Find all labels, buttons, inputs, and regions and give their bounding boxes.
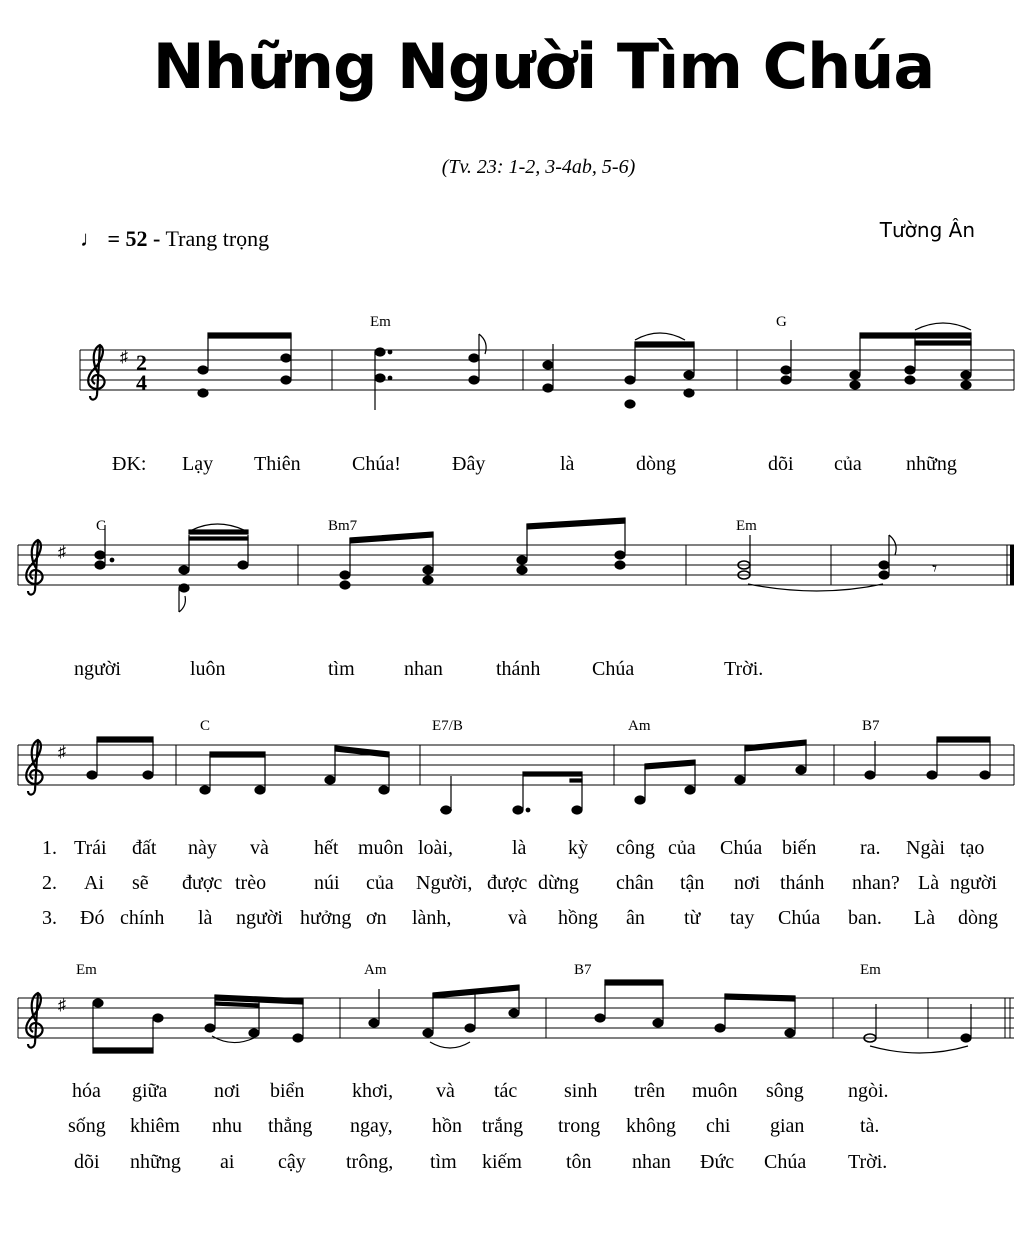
lyric-syllable: núi — [314, 872, 340, 894]
lyric-syllable: là — [512, 837, 527, 859]
lyric-syllable: là — [198, 907, 213, 929]
verse-2-line — [42, 872, 997, 894]
treble-clef-icon — [26, 540, 42, 595]
lyric-syllable: trắng — [482, 1115, 524, 1137]
lyric-syllable: Đây — [452, 453, 486, 475]
lyric-syllable: tìm — [328, 658, 355, 680]
lyric-syllable: khơi, — [352, 1080, 394, 1102]
chord-label: Am — [364, 962, 387, 978]
lyric-syllable: và — [508, 907, 527, 929]
lyric-syllable: là — [560, 453, 575, 475]
lyric-syllable: nơi — [734, 872, 761, 894]
lyric-syllable: Là — [918, 872, 940, 894]
lyric-syllable: 2. — [42, 872, 57, 894]
lyric-syllable: những — [906, 453, 957, 475]
lyric-syllable: tay — [730, 907, 755, 929]
lyric-syllable: trông, — [346, 1151, 394, 1173]
lyric-syllable: ra. — [860, 837, 881, 859]
lyric-syllable: đất — [132, 837, 157, 859]
lyric-syllable: tác — [494, 1080, 518, 1102]
lyric-syllable: sẽ — [132, 872, 149, 894]
sharp-icon: ♯ — [120, 349, 128, 366]
psalm-reference: (Tv. 23: 1-2, 3-4ab, 5-6) — [441, 156, 636, 178]
lyric-syllable: dừng — [538, 872, 579, 894]
treble-clef-icon — [26, 993, 42, 1048]
lyrics-system-3 — [42, 837, 998, 929]
sharp-icon: ♯ — [58, 744, 66, 761]
chord-label: Em — [736, 518, 757, 534]
lyric-syllable: kỳ — [568, 837, 588, 859]
lyric-syllable: dõi — [768, 453, 794, 475]
lyric-syllable: được — [487, 872, 528, 894]
lyric-syllable: tạo — [960, 837, 985, 859]
lyric-syllable: sinh — [564, 1080, 598, 1102]
lyric-syllable: này — [188, 837, 217, 859]
lyric-syllable: ngòi. — [848, 1080, 889, 1102]
verse-2-line — [68, 1115, 879, 1137]
lyric-syllable: hết — [314, 837, 339, 859]
lyric-syllable: Thiên — [254, 453, 301, 475]
lyric-syllable: kiếm — [482, 1151, 522, 1173]
chord-label: C — [200, 718, 211, 734]
lyric-syllable: thánh — [780, 872, 825, 894]
staff-system-1 — [80, 314, 1014, 475]
lyric-syllable: ơn — [366, 907, 387, 929]
lyric-syllable: cậy — [278, 1151, 306, 1173]
lyric-syllable: dõi — [74, 1151, 100, 1173]
lyric-syllable: người — [236, 907, 283, 929]
verse-3-line — [42, 907, 998, 929]
staff-system-4 — [18, 962, 1014, 1173]
lyric-syllable: hưởng — [300, 907, 352, 929]
chord-label: B7 — [574, 962, 592, 978]
lyric-syllable: Chúa! — [352, 453, 401, 475]
chord-label: Em — [370, 314, 391, 330]
treble-clef-icon — [26, 740, 42, 795]
lyric-syllable: Chúa — [778, 907, 821, 929]
lyric-syllable: nhu — [212, 1115, 242, 1137]
chord-label: Em — [860, 962, 881, 978]
lyric-syllable: ĐK: — [112, 453, 147, 475]
lyric-syllable: tà. — [860, 1115, 880, 1137]
tempo-value: = 52 - — [107, 226, 161, 251]
lyric-syllable: hóa — [72, 1080, 101, 1102]
lyric-syllable: Trái — [74, 837, 107, 859]
lyric-syllable: muôn — [692, 1080, 738, 1102]
chord-label: Am — [628, 718, 651, 734]
lyric-syllable: trèo — [235, 872, 267, 894]
staff-system-3 — [18, 718, 1014, 929]
lyric-syllable: hồng — [558, 907, 598, 929]
verse-1-line — [42, 837, 984, 859]
sharp-icon: ♯ — [58, 997, 66, 1014]
lyric-syllable: Chúa — [720, 837, 763, 859]
chord-label: Em — [76, 962, 97, 978]
lyric-syllable: người — [74, 658, 121, 680]
lyric-syllable: không — [626, 1115, 676, 1137]
lyric-syllable: Đó — [80, 907, 105, 929]
lyric-syllable: thánh — [496, 658, 541, 680]
lyric-syllable: chính — [120, 907, 165, 929]
lyric-syllable: 3. — [42, 907, 57, 929]
lyric-syllable: luôn — [190, 658, 226, 680]
lyric-syllable: từ — [684, 907, 701, 929]
lyric-syllable: lành, — [412, 907, 452, 929]
chord-label: Bm7 — [328, 518, 358, 534]
tempo-text: Trang trọng — [165, 226, 270, 251]
lyric-syllable: nhan? — [852, 872, 900, 894]
lyric-syllable: loài, — [418, 837, 453, 859]
lyric-syllable: của — [668, 837, 696, 859]
time-sig-bottom: 4 — [136, 370, 147, 395]
lyric-syllable: công — [616, 837, 655, 859]
lyric-syllable: người — [950, 872, 997, 894]
treble-clef-icon — [88, 345, 104, 400]
lyric-syllable: Chúa — [592, 658, 635, 680]
lyric-syllable: chi — [706, 1115, 731, 1137]
lyric-syllable: Người, — [416, 872, 473, 894]
lyric-syllable: những — [130, 1151, 181, 1173]
sharp-icon: ♯ — [58, 544, 66, 561]
lyric-syllable: muôn — [358, 837, 404, 859]
notes-system-4 — [93, 980, 971, 1053]
lyric-syllable: Là — [914, 907, 936, 929]
lyric-syllable: trên — [634, 1080, 666, 1102]
lyric-syllable: sống — [68, 1115, 106, 1137]
chord-label: G — [776, 314, 787, 330]
lyric-syllable: nơi — [214, 1080, 241, 1102]
lyric-syllable: của — [366, 872, 394, 894]
lyric-syllable: Đức — [700, 1151, 735, 1173]
lyric-syllable: Ai — [84, 872, 104, 894]
lyric-syllable: Chúa — [764, 1151, 807, 1173]
lyric-syllable: chân — [616, 872, 654, 894]
lyric-syllable: ai — [220, 1151, 235, 1173]
lyric-syllable: hồn — [432, 1115, 462, 1137]
verse-3-line — [74, 1151, 887, 1173]
lyric-syllable: biển — [270, 1080, 305, 1102]
time-sig-top: 2 — [136, 350, 147, 375]
chord-label: C — [96, 518, 107, 534]
lyric-syllable: ban. — [848, 907, 882, 929]
lyric-syllable: và — [436, 1080, 455, 1102]
lyrics-system-2 — [74, 658, 763, 680]
chord-label: B7 — [862, 718, 880, 734]
lyric-syllable: Trời. — [724, 658, 764, 680]
lyric-syllable: nhan — [404, 658, 443, 680]
lyric-syllable: ngay, — [350, 1115, 393, 1137]
lyric-syllable: dòng — [636, 453, 676, 475]
lyric-syllable: giữa — [132, 1080, 168, 1102]
lyric-syllable: biến — [782, 837, 817, 859]
chord-label: E7/B — [432, 718, 463, 734]
lyric-syllable: sông — [766, 1080, 804, 1102]
lyric-syllable: Lạy — [182, 453, 214, 475]
composer-name: Tường Ân — [879, 218, 975, 242]
lyric-syllable: được — [182, 872, 223, 894]
lyrics-system-4 — [68, 1080, 889, 1173]
quarter-note-icon: ♩ — [80, 226, 102, 251]
staff-system-2 — [18, 518, 1014, 680]
lyric-syllable: ân — [626, 907, 645, 929]
lyric-syllable: thẳng — [268, 1115, 313, 1137]
lyric-syllable: Trời. — [848, 1151, 888, 1173]
lyric-syllable: 1. — [42, 837, 57, 859]
lyric-syllable: dòng — [958, 907, 998, 929]
lyric-syllable: tìm — [430, 1151, 457, 1173]
lyric-syllable: và — [250, 837, 269, 859]
lyric-syllable: tận — [680, 872, 705, 894]
eighth-rest-icon: 𝄾 — [932, 558, 938, 580]
lyric-syllable: khiêm — [130, 1115, 180, 1137]
verse-1-line — [72, 1080, 889, 1102]
lyric-syllable: tôn — [566, 1151, 592, 1173]
lyrics-system-1 — [112, 453, 957, 475]
lyric-syllable: nhan — [632, 1151, 671, 1173]
lyric-syllable: trong — [558, 1115, 601, 1137]
notes-system-1 — [198, 323, 971, 410]
lyric-syllable: của — [834, 453, 862, 475]
song-title: Những Người Tìm Chúa — [152, 30, 935, 103]
lyric-syllable: Ngài — [906, 837, 945, 859]
lyric-syllable: gian — [770, 1115, 805, 1137]
